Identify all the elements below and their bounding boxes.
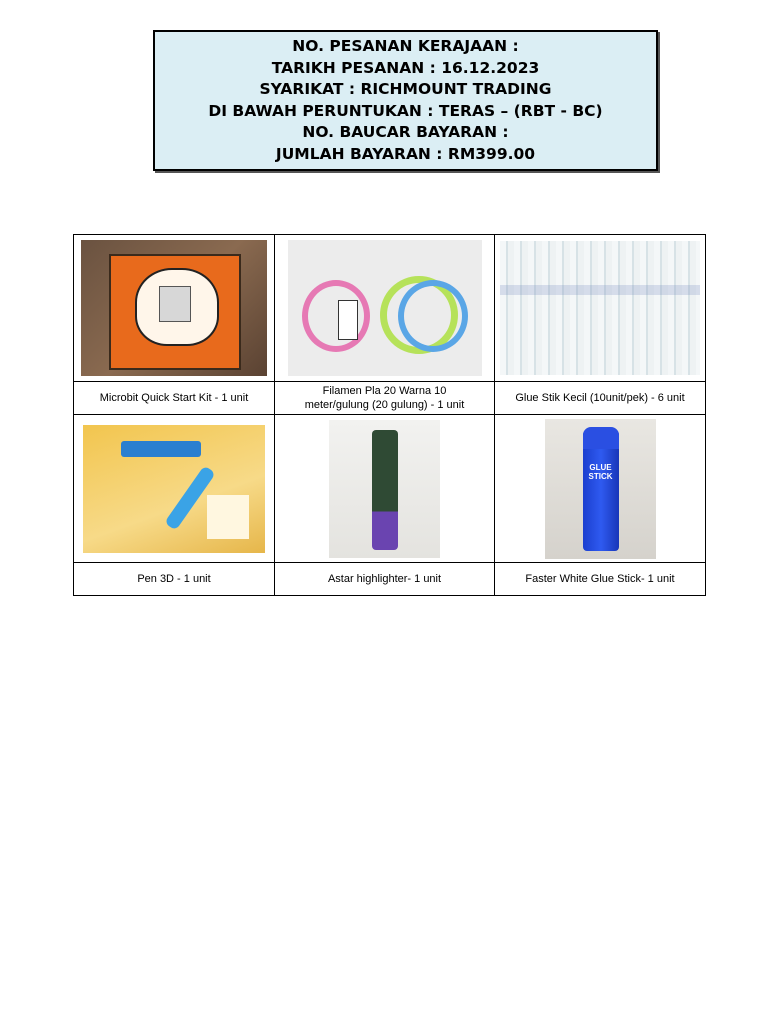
voucher-line: NO. BAUCAR BAYARAN : bbox=[302, 123, 509, 141]
filament-label bbox=[338, 300, 358, 340]
table-cell bbox=[495, 235, 706, 382]
highlighter-photo bbox=[329, 420, 440, 558]
table-cell bbox=[74, 235, 275, 382]
microbit-kit-photo bbox=[81, 240, 267, 376]
table-row bbox=[74, 382, 706, 415]
order-number-line: NO. PESANAN KERAJAAN : bbox=[292, 37, 519, 55]
order-header-box bbox=[153, 30, 658, 171]
glue-stick-photo bbox=[545, 419, 656, 559]
item-label: Astar highlighter- 1 unit bbox=[275, 563, 495, 596]
table-row bbox=[74, 563, 706, 596]
table-cell bbox=[275, 235, 495, 382]
pla-filament-photo bbox=[288, 240, 482, 376]
table-row bbox=[74, 235, 706, 382]
table-row bbox=[74, 415, 706, 563]
order-date-line: TARIKH PESANAN : 16.12.2023 bbox=[271, 58, 540, 77]
item-label: Pen 3D - 1 unit bbox=[74, 563, 275, 596]
allocation-line: DI BAWAH PERUNTUKAN : TERAS – (RBT - BC) bbox=[208, 101, 603, 120]
table-cell bbox=[74, 415, 275, 563]
item-label: Faster White Glue Stick- 1 unit bbox=[495, 563, 706, 596]
glue-stick-logo: GLUE STICK bbox=[588, 462, 613, 481]
company-line: SYARIKAT : RICHMOUNT TRADING bbox=[259, 80, 552, 98]
item-label: Glue Stik Kecil (10unit/pek) - 6 unit bbox=[495, 382, 706, 415]
payment-total-line: JUMLAH BAYARAN : RM399.00 bbox=[275, 144, 536, 163]
glue-sticks-photo bbox=[500, 241, 700, 375]
item-label-line1: Filamen Pla 20 Warna 10 bbox=[322, 385, 447, 397]
item-label-line2: meter/gulung (20 gulung) - 1 unit bbox=[304, 399, 465, 411]
table-cell bbox=[495, 415, 706, 563]
item-label bbox=[275, 382, 495, 415]
table-cell bbox=[275, 415, 495, 563]
3d-pen-photo bbox=[83, 425, 265, 553]
product-table bbox=[73, 234, 706, 596]
item-label: Microbit Quick Start Kit - 1 unit bbox=[74, 382, 275, 415]
